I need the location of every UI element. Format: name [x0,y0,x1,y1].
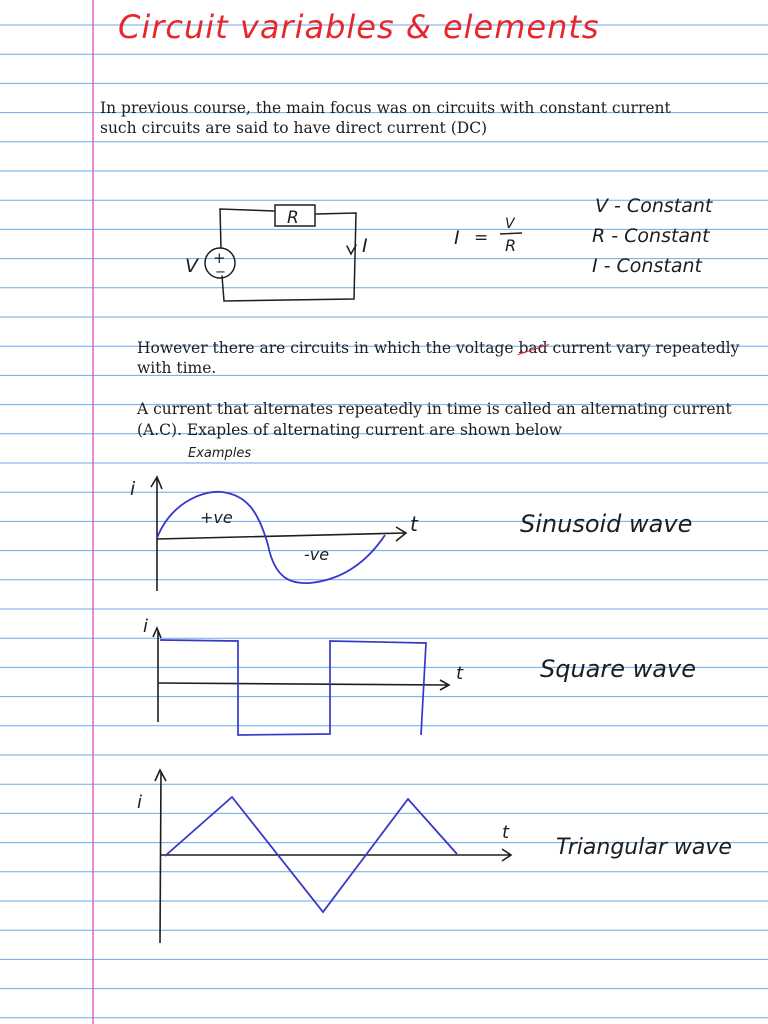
y-axis-label: i [143,616,149,637]
y-axis [155,770,166,943]
x-axis [158,680,449,690]
source-sign: + [213,249,226,267]
positive-label: +ve [200,508,233,527]
resistor-label: R [287,208,299,228]
circuit-wire [220,209,274,248]
wave-name: Triangular wave [556,835,732,860]
handwritten-correction: Examples [188,446,252,461]
ohms-law-lhs: I [454,227,460,249]
para3-line-2: (A.C). Exaples of alternating current are shown below [137,421,563,439]
ohms-law-denominator: R [505,236,517,255]
intro-line-1: In previous course, the main focus was on circuits with constant current [100,99,671,117]
wave-name: Sinusoid wave [520,510,693,538]
square-wave-graph [143,616,696,735]
triangular-wave-graph [137,770,732,943]
source-minus: − [215,265,226,280]
current-label: I [362,235,368,257]
intro-line-2: such circuits are said to have direct current (DC) [100,119,488,137]
para2-text-b: current vary repeatedly [547,339,740,357]
sinusoid-graph [130,477,692,591]
wave-name: Square wave [540,655,696,683]
x-axis [157,527,406,541]
square-curve [160,640,426,735]
para2-line-1 [137,338,739,358]
page-title: Circuit variables & elements [118,8,600,46]
fraction-bar [500,233,522,234]
constant-r: R - Constant [592,225,710,247]
constant-v: V - Constant [595,195,713,217]
y-axis-label: i [137,792,143,813]
struck-word: bad [518,339,548,357]
para3-line-1: A current that alternates repeatedly in time is called an alternating current [137,400,732,418]
x-axis-label: t [410,512,418,536]
para2-line-2: with time. [137,359,217,377]
y-axis [153,628,161,722]
constant-i: I - Constant [592,255,702,277]
ohms-law-numerator: V [505,216,515,232]
ohms-law-eq: = [474,228,489,248]
x-axis-label: t [502,822,510,843]
dc-circuit-diagram [205,205,356,301]
x-axis-label: t [456,663,464,684]
y-axis [151,477,162,591]
x-axis [161,849,511,861]
para2-text-a: However there are circuits in which the voltage [137,339,519,357]
y-axis-label: i [130,478,136,500]
source-label: V [185,255,198,277]
negative-label: -ve [304,545,330,564]
